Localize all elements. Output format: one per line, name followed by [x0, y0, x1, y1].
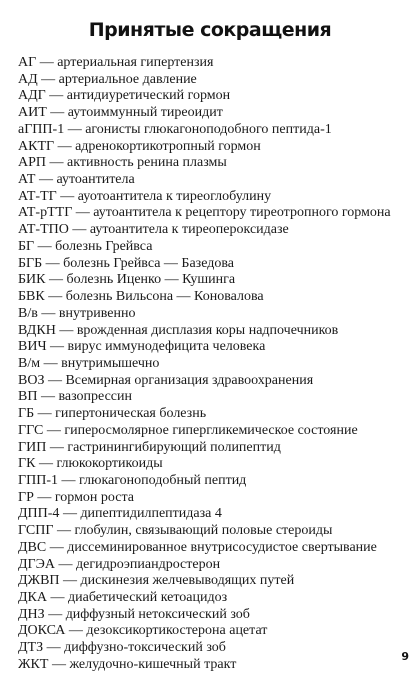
abbreviation-term: ВДКН: [18, 322, 56, 338]
abbreviation-dash: —: [38, 456, 53, 472]
abbreviation-entry: [18, 506, 414, 523]
abbreviation-definition: глюкагоноподобный пептид: [78, 472, 247, 488]
abbreviation-definition: активность ренина плазмы: [67, 155, 227, 171]
abbreviation-definition: болезнь Вильсона — Коновалова: [65, 289, 264, 305]
abbreviation-definition: болезнь Грейвса — Базедова: [63, 255, 235, 271]
abbreviation-definition: гормон роста: [54, 489, 134, 505]
abbreviation-dash: —: [47, 372, 62, 388]
abbreviation-dash: —: [75, 205, 90, 221]
abbreviation-definition: агонисты глюкагоноподобного пептида-1: [85, 121, 332, 137]
abbreviation-definition: диффузно-токсический зоб: [64, 640, 226, 656]
abbreviation-definition: вазопрессин: [58, 389, 133, 405]
abbreviation-dash: —: [68, 623, 83, 639]
abbreviation-definition: диссеминированное внутрисосудистое свертывание: [67, 539, 377, 555]
abbreviation-entry: [18, 323, 414, 340]
abbreviation-dash: —: [49, 439, 64, 455]
abbreviation-entry: [18, 239, 414, 256]
abbreviation-entry: [18, 607, 414, 624]
abbreviation-term: АТ: [18, 172, 36, 188]
abbreviation-entry: [18, 389, 414, 406]
abbreviation-entry: [18, 490, 414, 507]
abbreviation-term: ДГЭА: [18, 556, 55, 572]
abbreviation-dash: —: [50, 339, 65, 355]
abbreviation-entry: [18, 88, 414, 105]
abbreviation-dash: —: [49, 88, 64, 104]
abbreviation-term: АТ-рТТГ: [18, 205, 73, 221]
abbreviation-entry: [18, 105, 414, 122]
abbreviation-entry: [18, 139, 414, 156]
abbreviation-definition: дискинезия желчевыводящих путей: [80, 573, 295, 589]
abbreviation-dash: —: [72, 222, 87, 238]
abbreviation-term: АД: [18, 71, 38, 87]
page-title: Принятые сокращения: [88, 18, 332, 41]
abbreviation-definition: адренокортикотропный гормон: [75, 138, 261, 154]
abbreviation-dash: —: [57, 138, 72, 154]
abbreviation-definition: артериальное давление: [58, 71, 197, 87]
abbreviation-dash: —: [46, 422, 61, 438]
abbreviation-dash: —: [48, 606, 63, 622]
abbreviation-dash: —: [60, 188, 75, 204]
abbreviation-definition: гипертоническая болезнь: [55, 406, 207, 422]
page-number: 9: [401, 650, 409, 663]
abbreviation-dash: —: [61, 472, 76, 488]
abbreviation-definition: дезоксикортикостерона ацетат: [86, 623, 268, 639]
abbreviation-definition: аутоантитела: [56, 172, 135, 188]
abbreviation-definition: глобулин, связывающий половые стероиды: [74, 523, 333, 539]
abbreviation-entry: [18, 189, 414, 206]
abbreviation-dash: —: [56, 523, 71, 539]
abbreviation-entry: [18, 256, 414, 273]
abbreviation-term: АГ: [18, 55, 37, 70]
abbreviation-definition: болезнь Грейвса: [55, 238, 153, 254]
abbreviation-entry: [18, 373, 414, 390]
abbreviation-term: ДОКСА: [18, 623, 66, 639]
abbreviation-term: ГБ: [18, 406, 35, 422]
abbreviation-definition: диабетический кетоацидоз: [68, 590, 228, 605]
abbreviation-dash: —: [50, 105, 65, 121]
abbreviation-definition: гастринингибирующий полипептид: [67, 439, 281, 455]
abbreviation-dash: —: [40, 389, 55, 405]
abbreviation-entry: [18, 72, 414, 89]
abbreviation-definition: внутривенно: [58, 305, 136, 321]
abbreviation-term: ДВС: [18, 539, 47, 555]
abbreviation-term: В/м: [18, 355, 41, 371]
abbreviation-entry: [18, 122, 414, 139]
abbreviation-term: ГР: [18, 489, 34, 505]
abbreviation-entry: [18, 657, 414, 674]
abbreviation-definition: ауотоантитела к тиреоглобулину: [77, 188, 272, 204]
abbreviation-entry: [18, 440, 414, 457]
abbreviation-term: АТ-ТПО: [18, 222, 69, 238]
abbreviation-term: ГГС: [18, 422, 44, 438]
abbreviation-term: ВП: [18, 389, 38, 405]
abbreviation-definition: Всемирная организация здравоохранения: [65, 372, 314, 388]
abbreviation-term: аГПП-1: [18, 121, 65, 137]
abbreviation-term: БВК: [18, 289, 45, 305]
abbreviation-term: АКТГ: [18, 138, 55, 154]
abbreviation-dash: —: [58, 556, 73, 572]
abbreviation-dash: —: [49, 272, 63, 288]
abbreviation-definition: врожденная дисплазия коры надпочечников: [76, 322, 339, 338]
abbreviation-dash: —: [41, 71, 56, 87]
abbreviation-term: АИТ: [18, 105, 47, 121]
abbreviation-dash: —: [63, 573, 78, 589]
abbreviation-term: ДКА: [18, 590, 47, 605]
abbreviation-dash: —: [39, 55, 54, 70]
abbreviation-dash: —: [49, 155, 64, 171]
abbreviation-definition: аутоантитела к рецептору тиреотропного гормона: [93, 205, 391, 221]
abbreviation-entry: [18, 272, 414, 289]
abbreviation-definition: вирус иммунодефицита человека: [67, 339, 266, 355]
abbreviation-definition: аутоантитела к тиреопероксидазе: [89, 222, 289, 238]
abbreviation-entry: [18, 590, 414, 607]
abbreviation-dash: —: [37, 238, 52, 254]
abbreviation-dash: —: [41, 305, 56, 321]
abbreviation-entry: [18, 155, 414, 172]
abbreviation-entry: [18, 306, 414, 323]
abbreviation-definition: глюкокортикоиды: [56, 456, 163, 472]
abbreviation-term: ДПП-4: [18, 506, 60, 522]
abbreviation-term: ГПП-1: [18, 472, 58, 488]
abbreviation-definition: внутримышечно: [61, 355, 160, 371]
abbreviation-definition: артериальная гипертензия: [57, 55, 214, 70]
abbreviation-dash: —: [37, 489, 52, 505]
abbreviation-term: БГ: [18, 238, 35, 254]
abbreviation-entry: [18, 623, 414, 640]
abbreviation-entry: [18, 289, 414, 306]
abbreviation-term: ДЖВП: [18, 573, 60, 589]
abbreviation-entry: [18, 406, 414, 423]
abbreviation-dash: —: [59, 322, 74, 338]
abbreviation-dash: —: [67, 121, 82, 137]
abbreviation-term: АТ-ТГ: [18, 188, 57, 204]
abbreviation-entry: [18, 573, 414, 590]
abbreviation-entry: [18, 222, 414, 239]
abbreviation-definition: болезнь Иценко — Кушинга: [66, 272, 236, 288]
abbreviation-entry: [18, 339, 414, 356]
abbreviation-term: ЖКТ: [18, 656, 49, 672]
abbreviation-entry: [18, 456, 414, 473]
abbreviation-dash: —: [50, 590, 65, 605]
abbreviation-term: ДНЗ: [18, 606, 45, 622]
abbreviation-dash: —: [62, 506, 77, 522]
abbreviation-definition: диффузный нетоксический зоб: [65, 606, 250, 622]
abbreviation-entry: [18, 523, 414, 540]
abbreviation-dash: —: [38, 172, 53, 188]
abbreviation-definition: гиперосмолярное гипергликемическое состояние: [64, 422, 358, 438]
abbreviation-entry: [18, 356, 414, 373]
abbreviation-definition: аутоиммунный тиреоидит: [67, 105, 223, 121]
abbreviation-definition: дегидроэпиандростерон: [76, 556, 221, 572]
abbreviation-definition: желудочно-кишечный тракт: [69, 656, 237, 672]
abbreviation-term: АРП: [18, 155, 47, 171]
abbreviation-dash: —: [48, 289, 63, 305]
abbreviation-term: ГСПГ: [18, 523, 54, 539]
abbreviation-entry: [18, 172, 414, 189]
abbreviation-term: БИК: [18, 272, 46, 288]
abbreviation-definition: антидиуретический гормон: [66, 88, 231, 104]
abbreviation-term: ГИП: [18, 439, 47, 455]
abbreviation-term: В/в: [18, 305, 38, 321]
abbreviation-entry: [18, 55, 414, 72]
abbreviation-term: ДТЗ: [18, 640, 44, 656]
abbreviation-entry: [18, 557, 414, 574]
abbreviation-term: ВОЗ: [18, 372, 45, 388]
abbreviation-dash: —: [43, 355, 58, 371]
abbreviation-entry: [18, 473, 414, 490]
abbreviation-dash: —: [51, 656, 66, 672]
abbreviation-entry: [18, 640, 414, 657]
abbreviation-dash: —: [46, 640, 61, 656]
abbreviation-term: ГК: [18, 456, 36, 472]
abbreviation-entry: [18, 540, 414, 557]
abbreviation-list: [18, 55, 414, 674]
abbreviation-entry: [18, 205, 414, 222]
abbreviation-definition: дипептидилпептидаза 4: [80, 506, 222, 522]
abbreviation-dash: —: [37, 406, 52, 422]
abbreviation-term: ВИЧ: [18, 339, 47, 355]
abbreviation-dash: —: [45, 255, 60, 271]
abbreviation-entry: [18, 423, 414, 440]
abbreviation-term: БГБ: [18, 255, 43, 271]
abbreviation-term: АДГ: [18, 88, 46, 104]
abbreviation-dash: —: [49, 539, 64, 555]
